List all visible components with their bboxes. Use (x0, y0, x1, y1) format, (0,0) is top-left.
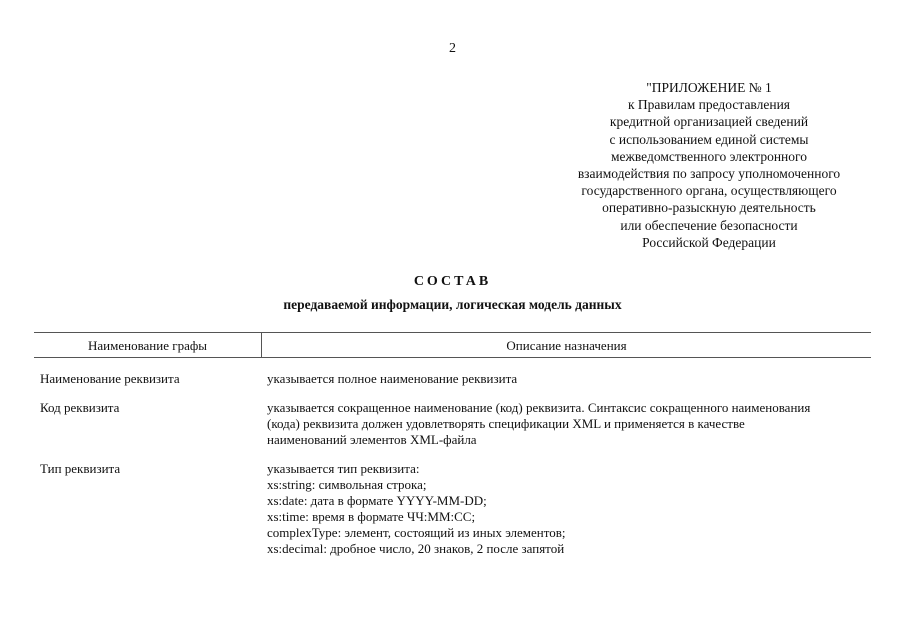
appendix-line: взаимодействия по запросу уполномоченного (577, 166, 841, 182)
appendix-header (540, 79, 878, 251)
page-number: 2 (449, 41, 456, 56)
appendix-line: кредитной организацией сведений (609, 114, 809, 130)
table-header (34, 332, 871, 358)
row-name: Тип реквизита (40, 461, 121, 476)
description-line: (кода) реквизита должен удовлетворять спецификации XML и применяется в качестве (267, 416, 745, 431)
row-description (267, 461, 871, 557)
column-header-name: Наименование графы (34, 333, 262, 357)
appendix-line: с использованием единой системы (609, 131, 809, 147)
document-subtitle: передаваемой информации, логическая модель данных (283, 297, 622, 312)
appendix-line: межведомственного электронного (611, 148, 807, 164)
description-line: complexType: элемент, состоящий из иных элементов; (267, 525, 566, 540)
row-description (267, 371, 871, 387)
description-line: xs:string: символьная строка; (267, 477, 427, 492)
column-header-description: Описание назначения (506, 338, 627, 353)
description-line: указывается тип реквизита: (267, 461, 420, 476)
description-line: указывается сокращенное наименование (код) реквизита. Синтаксис сокращенного наименования (267, 400, 811, 415)
appendix-line: Российской Федерации (642, 234, 776, 250)
description-line: xs:date: дата в формате YYYY-MM-DD; (267, 493, 487, 508)
description-line: xs:decimal: дробное число, 20 знаков, 2 после запятой (267, 541, 565, 556)
appendix-line: или обеспечение безопасности (620, 217, 798, 233)
appendix-line: государственного органа, осуществляющего (581, 183, 837, 199)
description-line: наименований элементов XML-файла (267, 432, 477, 447)
appendix-line: "ПРИЛОЖЕНИЕ № 1 (646, 80, 772, 95)
row-description (267, 400, 871, 448)
document-title: СОСТАВ (413, 274, 492, 289)
description-line: указывается полное наименование реквизита (267, 371, 518, 386)
appendix-line: оперативно-разыскную деятельность (602, 200, 816, 216)
row-name: Код реквизита (40, 400, 120, 415)
row-name: Наименование реквизита (40, 371, 180, 386)
description-line: xs:time: время в формате ЧЧ:ММ:СС; (267, 509, 476, 524)
appendix-line: к Правилам предоставления (627, 97, 791, 113)
